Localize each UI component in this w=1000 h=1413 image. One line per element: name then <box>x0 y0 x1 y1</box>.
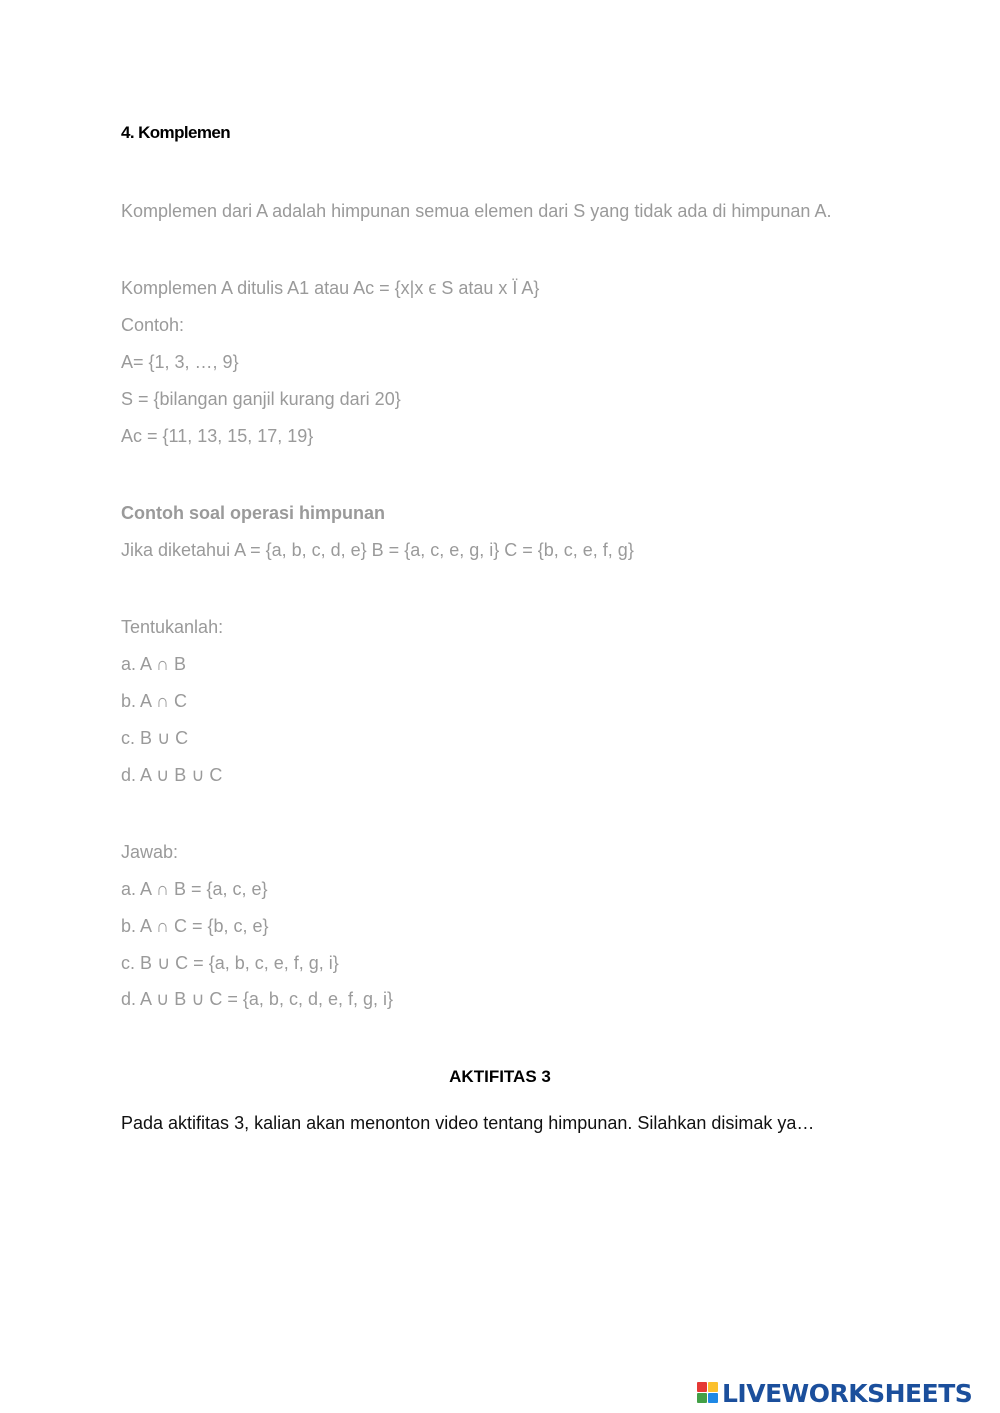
answer-item: c. B ∪ C = {a, b, c, e, f, g, i} <box>121 953 339 973</box>
answer-item: b. A ∩ C = {b, c, e} <box>121 916 269 936</box>
problem-item: d. A ∪ B ∪ C <box>121 765 223 785</box>
problem-item: b. A ∩ C <box>121 691 187 711</box>
example-line: Ac = {11, 13, 15, 17, 19} <box>121 426 314 446</box>
problem-title: Contoh soal operasi himpunan <box>121 503 386 523</box>
liveworksheets-brand-text: LIVEWORKSHEETS <box>722 1378 973 1408</box>
section-heading: 4. Komplemen <box>121 123 230 142</box>
problem-given: Jika diketahui A = {a, b, c, d, e} B = {a, c, e, g, i} C = {b, c, e, f, g} <box>121 540 634 560</box>
liveworksheets-watermark <box>697 1379 972 1407</box>
problem-item: c. B ∪ C <box>121 728 189 748</box>
liveworksheets-logo-icon <box>697 1380 719 1406</box>
activity-text: Pada aktifitas 3, kalian akan menonton video tentang himpunan. Silahkan disimak ya… <box>121 1113 815 1133</box>
problem-prompt: Tentukanlah: <box>121 617 224 637</box>
example-line: A= {1, 3, …, 9} <box>121 352 239 372</box>
example-label: Contoh: <box>121 315 185 335</box>
problem-item: a. A ∩ B <box>121 654 186 674</box>
activity-title: AKTIFITAS 3 <box>449 1067 551 1086</box>
example-line: S = {bilangan ganjil kurang dari 20} <box>121 389 401 409</box>
answer-item: d. A ∪ B ∪ C = {a, b, c, d, e, f, g, i} <box>121 989 393 1009</box>
definition-text: Komplemen dari A adalah himpunan semua elemen dari S yang tidak ada di himpunan A. <box>121 201 832 221</box>
answer-label: Jawab: <box>121 842 179 862</box>
notation-text: Komplemen A ditulis A1 atau Ac = {x|x ϵ S atau x Ï A} <box>121 278 540 298</box>
answer-item: a. A ∩ B = {a, c, e} <box>121 879 268 899</box>
